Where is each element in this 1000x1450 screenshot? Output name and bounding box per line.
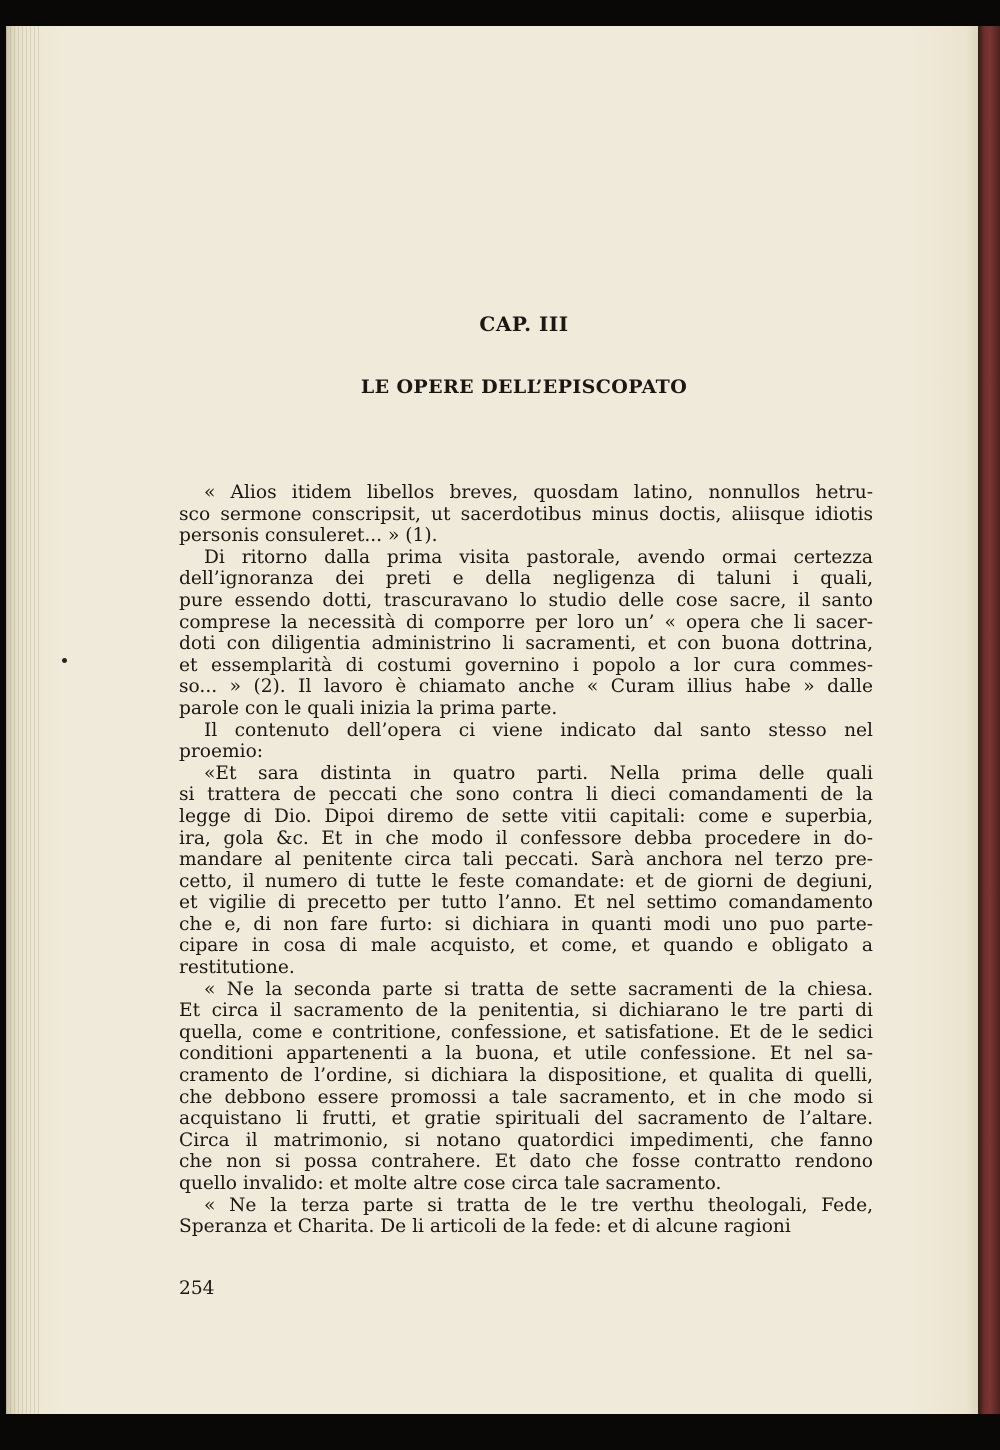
text-line: « Ne la terza parte si tratta de le tre verthu theologali, Fede, [204,1194,873,1216]
text-line: personis consuleret... » (1). [179,525,438,547]
book-binding [978,26,1000,1414]
text-line: cramento de l’ordine, si dichiara la dispositione, et qualita di quelli, [179,1065,873,1087]
text-line: Speranza et Charita. De li articoli de la fede: et di alcune ragioni [179,1216,791,1238]
text-line: cipare in cosa di male acquisto, et come, et quando e obligato a [179,935,873,957]
text-line: Il contenuto dell’opera ci viene indicato dal santo stesso nel [204,719,873,741]
text-line: et essemplarità di costumi governino i popolo a lor cura commes- [179,654,873,676]
ink-speck [62,658,67,663]
text-line: « Alios itidem libellos breves, quosdam latino, nonnullos hetru- [204,482,873,503]
text-line: Di ritorno dalla prima visita pastorale, avendo ormai certezza [204,546,873,568]
text-line: proemio: [179,741,264,763]
text-line: mandare al penitente circa tali peccati. Sarà anchora nel terzo pre- [179,849,873,871]
page-number: 254 [179,1278,215,1299]
text-line: «Et sara distinta in quatro parti. Nella prima delle quali [204,762,873,784]
text-line: so... » (2). Il lavoro è chiamato anche « Curam illius habe » dalle [179,676,873,698]
text-line: « Ne la seconda parte si tratta de sette sacramenti de la chiesa. [204,978,873,1000]
text-line: et vigilie di precetto per tutto l’anno. Et nel settimo comandamento [179,892,873,914]
text-line: restitutione. [179,957,295,979]
text-line: quella, come e contritione, confessione, et satisfatione. Et de le sedici [179,1021,873,1043]
page-stack-edge [6,26,40,1414]
text-line: doti con diligentia administrino li sacramenti, et con buona dottrina, [179,633,873,655]
paragraph [179,763,873,979]
text-line: conditioni appartenenti a la buona, et utile confessione. Et nel sa- [179,1043,873,1065]
text-line: acquistano li frutti, et gratie spirituali del sacramento de l’altare. [179,1108,873,1130]
text-line: Et circa il sacramento de la penitentia, si dichiarano le tre parti di [179,1000,873,1022]
text-line: comprese la necessità di comporre per loro un’ « opera che li sacer- [179,611,873,633]
text-line: che non si possa contrahere. Et dato che fosse contratto rendono [179,1151,873,1173]
text-line: legge di Dio. Dipoi diremo de sette vitii capitali: come e superbia, [179,805,873,827]
text-line: ira, gola &c. Et in che modo il confessore debba procedere in do- [179,827,873,849]
text-line: parole con le quali inizia la prima parte. [179,697,558,719]
text-line: sco sermone conscripsit, ut sacerdotibus minus doctis, aliisque idiotis [179,503,873,525]
body-text [179,482,873,1238]
text-line: che e, di non fare furto: si dichiara in quanti modi uno puo parte- [179,913,873,935]
text-line: dell’ignoranza dei preti e della negligenza di taluni i quali, [179,568,873,590]
paragraph [179,979,873,1195]
text-line: che debbono essere promossi a tale sacramento, et in che modo si [179,1086,873,1108]
text-line: quello invalido: et molte altre cose circa tale sacramento. [179,1173,722,1194]
paragraph [179,482,873,547]
paragraph [179,1195,873,1238]
text-line: cetto, il numero di tutte le feste comandate: et de giorni de degiuni, [179,870,873,892]
text-line: si trattera de peccati che sono contra li dieci comandamenti de la [179,784,873,806]
text-line: Circa il matrimonio, si notano quatordici impedimenti, che fanno [179,1129,873,1151]
text-line: pure essendo dotti, trascuravano lo studio delle cose sacre, il santo [179,589,873,611]
paragraph [179,547,873,720]
chapter-title: LE OPERE DELL’EPISCOPATO [360,376,688,398]
paragraph [179,720,873,763]
chapter-label: CAP. III [479,312,569,336]
